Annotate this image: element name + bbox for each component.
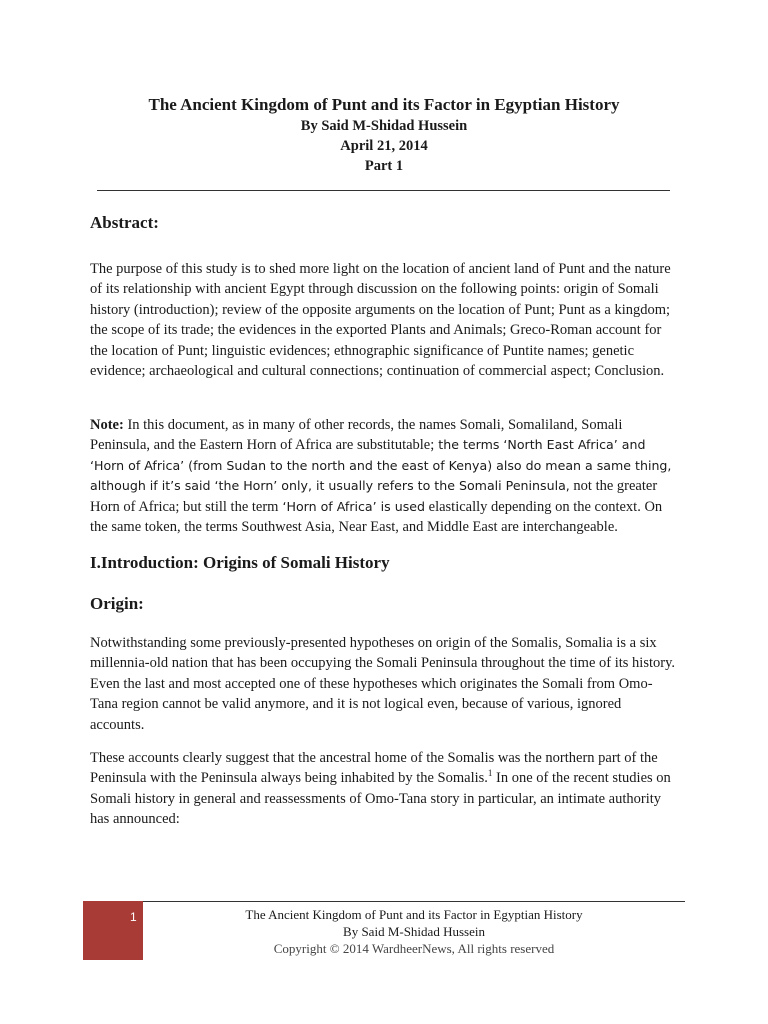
note-text-4: ‘Horn of Africa’ is used: [278, 498, 426, 514]
part-label: Part 1: [364, 158, 404, 174]
note-label: Note:: [90, 417, 124, 433]
footer-divider: [143, 901, 685, 902]
title-divider: [97, 190, 670, 191]
note-paragraph: [90, 415, 678, 537]
page-footer: [143, 906, 685, 957]
author-byline: By Said M-Shidad Hussein: [300, 118, 468, 134]
origin-paragraph-2: [90, 748, 678, 830]
note-text-3: not the greater Horn of Africa; but still the term: [90, 478, 658, 515]
origin-paragraph-2-text-a: These accounts clearly suggest that the ancestral home of the Somalis was the northern part of the Peninsula with the Peninsula always being inhabited by the Somalis.: [90, 750, 658, 787]
origin-paragraph-2-text-b: In one of the recent studies on Somali history in general and reassessments of Omo-Tana story in particular, an intimate authority has announced:: [90, 770, 671, 828]
footer-author: By Said M-Shidad Hussein: [343, 924, 485, 939]
origin-paragraph-1: Notwithstanding some previously-presented hypotheses on origin of the Somalis, Somalia is a six millennia-old nation that has been occupying the Somali Peninsula throughout the time of its history. Even the last and most accepted one of these hypotheses which originates the Somali from Omo-Tana region cannot be valid anymore, and it is not logical even, because of various, ignored accounts.: [90, 635, 676, 733]
origin-subheading: Origin:: [90, 594, 144, 613]
introduction-heading: I.Introduction: Origins of Somali History: [90, 553, 390, 572]
publication-date: April 21, 2014: [340, 138, 428, 154]
title-block: [0, 94, 768, 176]
note-text-1: In this document, as in many of other records, the names Somali, Somaliland, Somali Peninsula, and the Eastern Horn of Africa are substitutable;: [90, 417, 623, 454]
document-title: The Ancient Kingdom of Punt and its Factor in Egyptian History: [148, 95, 620, 114]
abstract-heading: Abstract:: [90, 213, 159, 232]
page-number: 1: [130, 910, 137, 924]
footnote-reference[interactable]: 1: [487, 768, 493, 779]
note-text-2: the terms ‘North East Africa’ and ‘Horn of Africa’ (from Sudan to the north and the east of Kenya) also do mean a same thing, although if it’s said ‘the Horn’ only, it usually refers to the Somali Peninsula,: [90, 437, 672, 494]
page-number-box: [83, 901, 143, 960]
footer-title: The Ancient Kingdom of Punt and its Factor in Egyptian History: [245, 907, 583, 922]
abstract-paragraph: The purpose of this study is to shed more light on the location of ancient land of Punt and the nature of its relationship with ancient Egypt through discussion on the following points: origin of Somali history (introduction); review of the opposite arguments on the location of Punt; Punt as a kingdom; the scope of its trade; the evidences in the exported Plants and Animals; Greco-Roman account for the location of Punt; linguistic evidences; ethnographic significance of Puntite names; genetic evidence; archaeological and cultural connections; continuation of commercial aspect; Conclusion.: [90, 261, 671, 380]
note-text-5: elastically depending on the context. On the same token, the terms Southwest Asia, Near East, and Middle East are interchangeable.: [90, 498, 663, 536]
footer-copyright: Copyright © 2014 WardheerNews, All rights reserved: [273, 941, 555, 956]
